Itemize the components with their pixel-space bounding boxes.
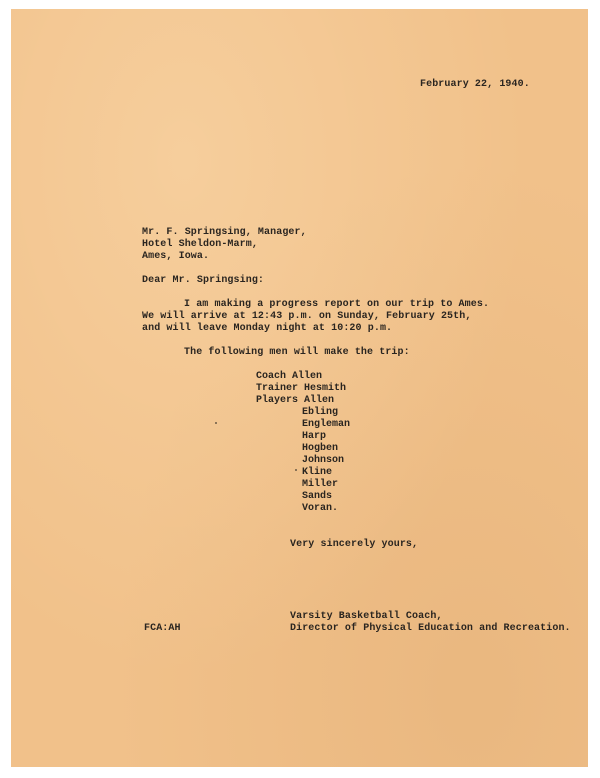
address-line: Ames, Iowa. — [142, 251, 210, 262]
roster-intro: The following men will make the trip: — [184, 347, 410, 358]
roster-role: Trainer — [256, 383, 299, 394]
roster-name: Engleman — [302, 419, 351, 430]
roster-row — [302, 443, 338, 455]
complimentary-close: Very sincerely yours, — [290, 539, 419, 550]
roster-row — [302, 431, 326, 443]
roster-name: Voran. — [302, 503, 339, 514]
signature-title-line: Varsity Basketball Coach, — [290, 611, 443, 622]
roster-name: Harp — [302, 431, 327, 442]
roster-row — [302, 479, 338, 491]
roster-name: Hogben — [302, 443, 339, 454]
roster-name: Allen — [292, 371, 323, 382]
roster-row — [256, 371, 322, 383]
body-line: and will leave Monday night at 10:20 p.m. — [142, 323, 393, 334]
roster-role: Coach — [256, 371, 287, 382]
roster-name: Ebling — [302, 407, 339, 418]
signature-title-line: Director of Physical Education and Recreation. — [290, 623, 571, 634]
roster-name: Hesmith — [304, 383, 347, 394]
typist-initials: FCA:AH — [144, 623, 181, 634]
roster-name: Sands — [302, 491, 333, 502]
roster-name: Miller — [302, 479, 339, 490]
roster-row — [302, 503, 338, 515]
roster-row — [256, 395, 334, 407]
salutation: Dear Mr. Springsing: — [142, 275, 265, 286]
body-line: We will arrive at 12:43 p.m. on Sunday, February 25th, — [142, 311, 472, 322]
body-line: I am making a progress report on our trip to Ames. — [184, 299, 490, 310]
paper-speck — [295, 469, 297, 471]
address-line: Mr. F. Springsing, Manager, — [142, 227, 307, 238]
roster-role: Players — [256, 395, 299, 406]
roster-row — [302, 491, 332, 503]
roster-row — [302, 419, 350, 431]
address-line: Hotel Sheldon-Marm, — [142, 239, 258, 250]
roster-name: Allen — [304, 395, 335, 406]
roster-name: Johnson — [302, 455, 345, 466]
letter-date: February 22, 1940. — [420, 79, 530, 90]
roster-row — [302, 455, 344, 467]
roster-row — [256, 383, 346, 395]
roster-row — [302, 467, 332, 479]
roster-name: Kline — [302, 467, 333, 478]
paper-speck — [215, 422, 217, 424]
roster-row — [302, 407, 338, 419]
letter-page — [11, 9, 588, 767]
